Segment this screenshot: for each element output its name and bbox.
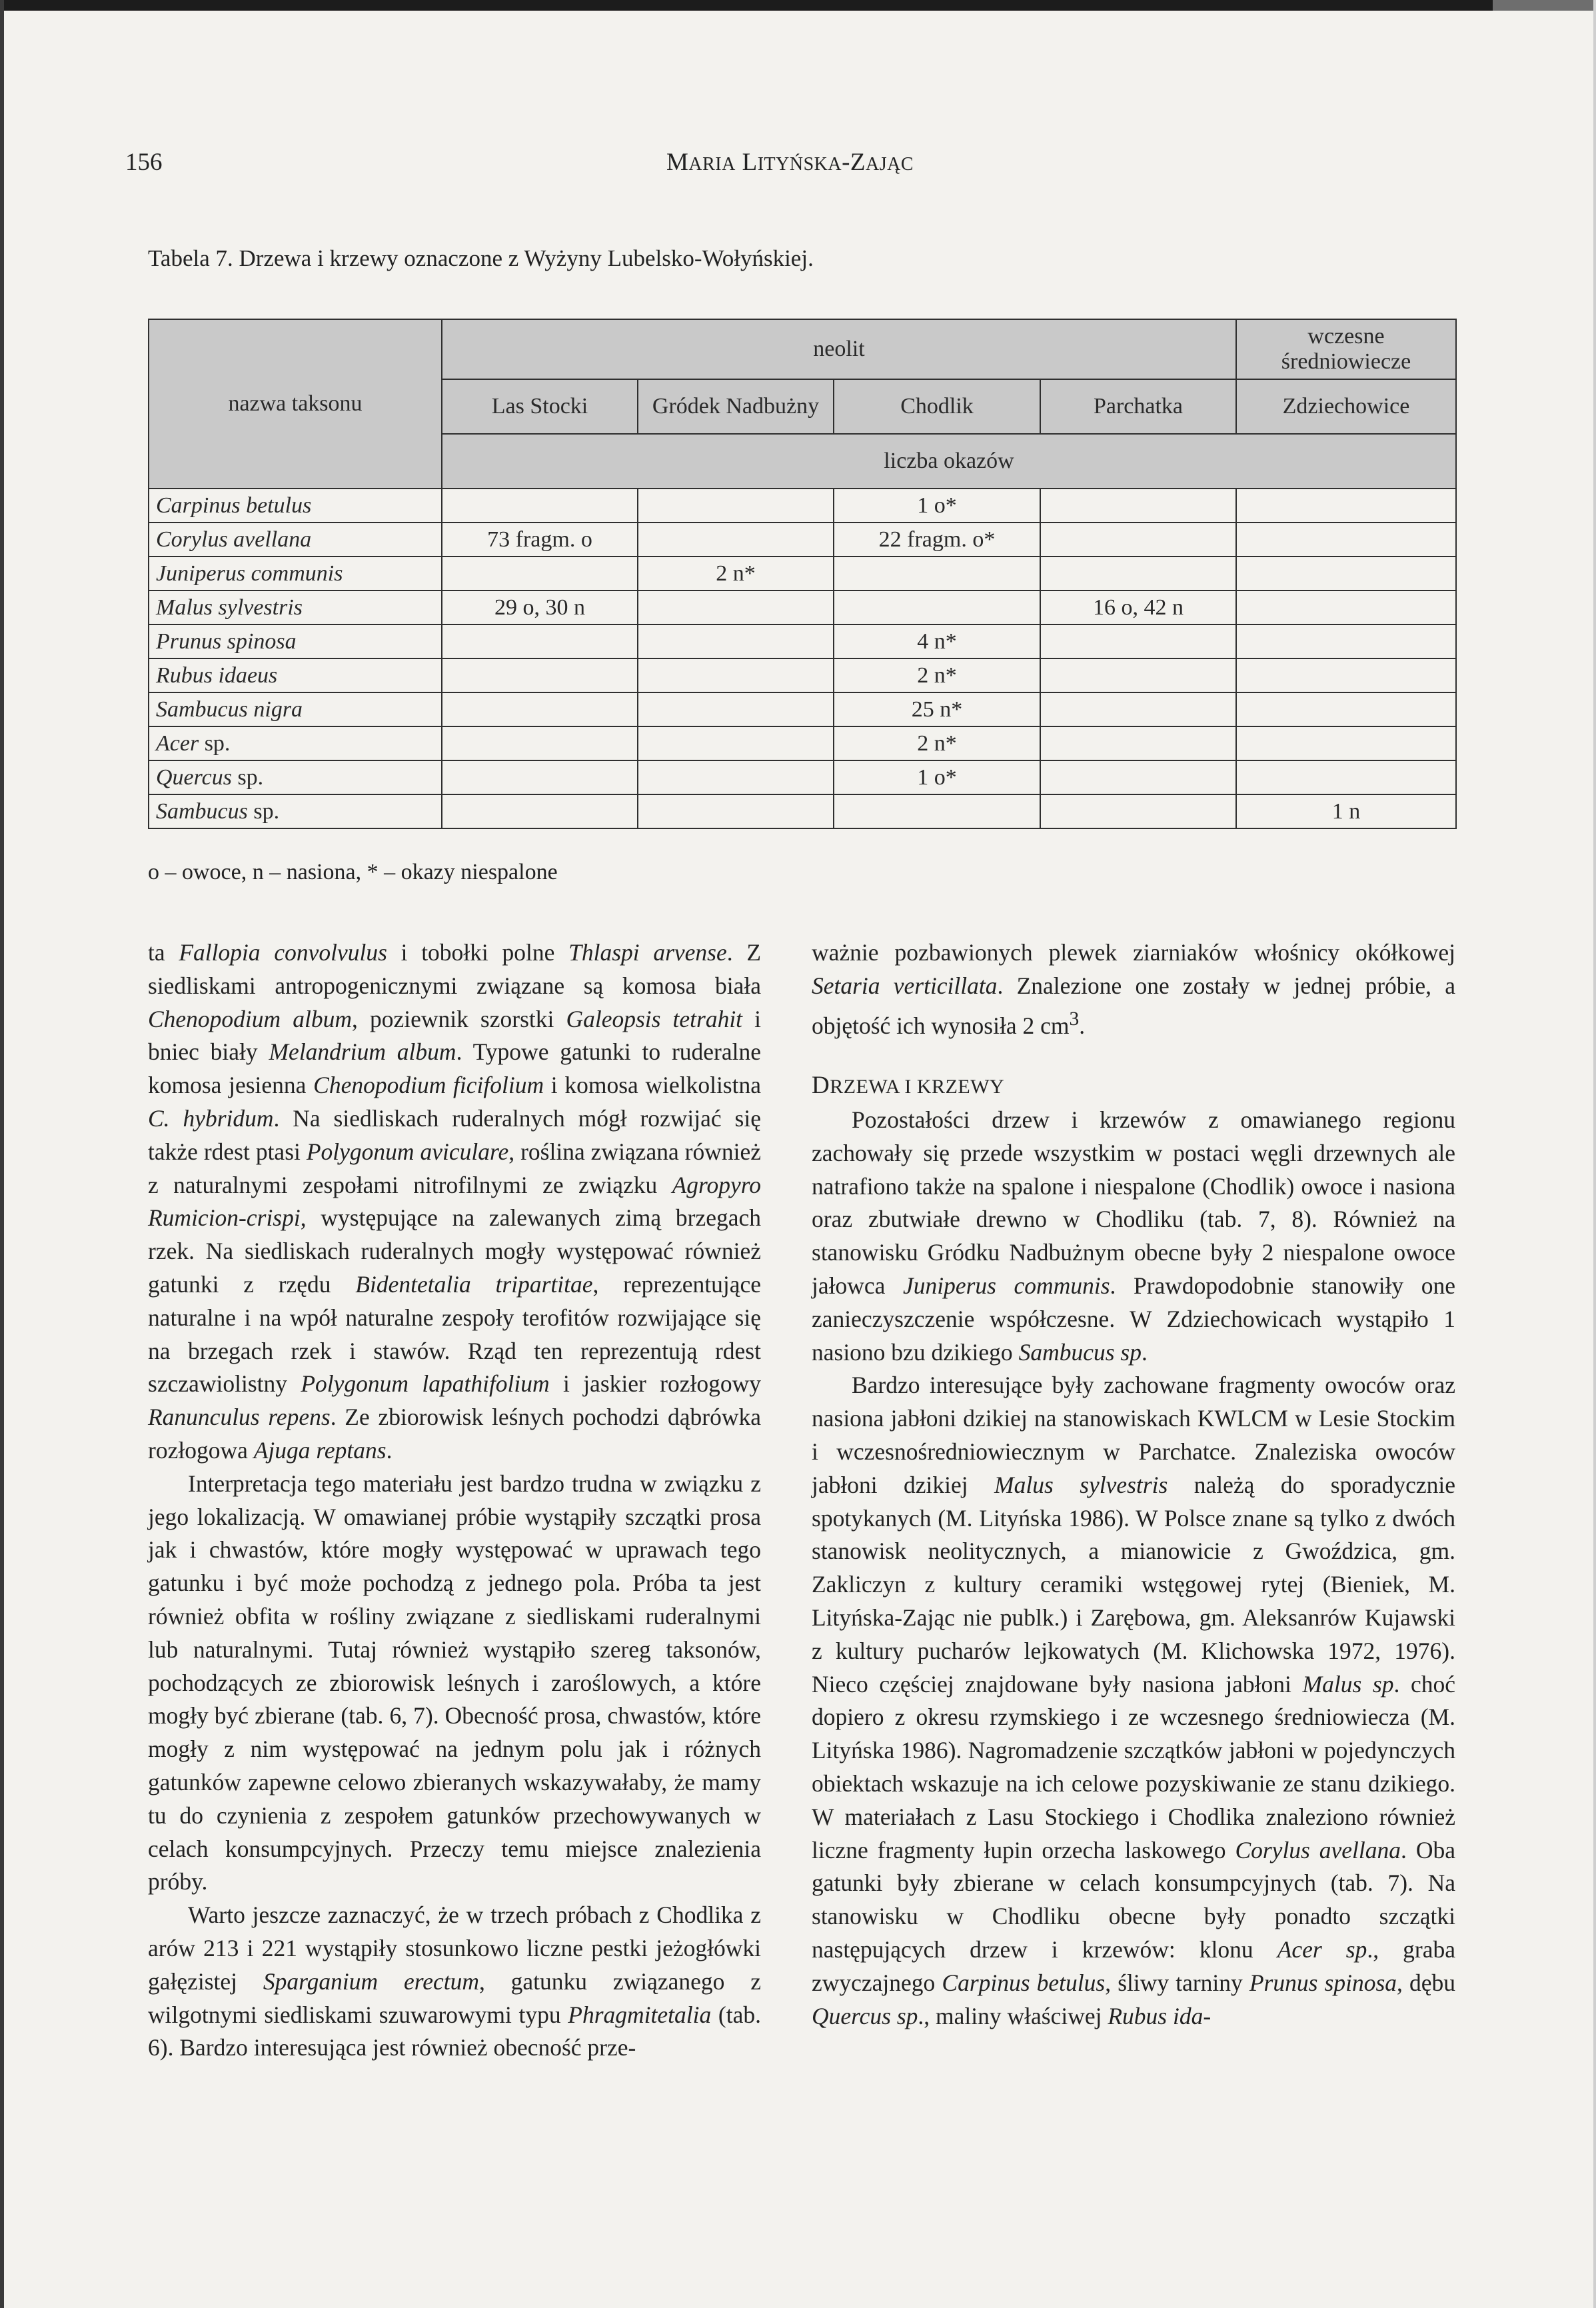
taxon-name: Acer sp.	[149, 726, 442, 760]
left-text-column	[148, 936, 761, 2065]
count-cell	[638, 624, 834, 658]
table-row	[149, 692, 1456, 726]
count-cell	[638, 760, 834, 794]
scan-top-edge	[0, 0, 1596, 11]
count-header: liczba okazów	[442, 434, 1456, 489]
table-row	[149, 726, 1456, 760]
taxon-name: Corylus avellana	[149, 523, 442, 557]
count-cell	[1040, 658, 1236, 692]
count-cell	[638, 726, 834, 760]
count-cell	[442, 658, 638, 692]
count-cell	[834, 590, 1040, 624]
count-cell: 4 n*	[834, 624, 1040, 658]
count-cell	[834, 794, 1040, 828]
table-row	[149, 557, 1456, 590]
count-cell	[638, 658, 834, 692]
table-row	[149, 523, 1456, 557]
paragraph: Bardzo interesujące były zachowane fragmenty owoców oraz nasiona jabłoni dzikiej na stanowiskach KWLCM w Lesie Stockim i wczesnośredniowiecznym w Parchatce. Znaleziska owoców jabłoni dzikiej Malus sylvestris należą do sporadycznie spotykanych (M. Lityńska 1986). W Polsce znane są tylko z dwóch stanowisk neolitycznych, a mianowicie z Gwoździca, gm. Zakliczyn z kultury ceramiki wstęgowej rytej (Bieniek, M. Lityńska-Zając nie publk.) i Zarębowa, gm. Aleksanrów Kujawski z kultury pucharów lejkowatych (M. Klichowska 1972, 1976). Nieco częściej znajdowane były nasiona jabłoni Malus sp. choć dopiero z okresu rzymskiego i ze wczesnego średniowiecza (M. Lityńska 1986). Nagromadzenie szczątków jabłoni w pojedynczych obiektach wskazuje na ich celowe pozyskiwanie ze stanu dzikiego. W materiałach z Lasu Stockiego i Chodlika znaleziono również liczne fragmenty łupin orzecha laskowego Corylus avellana. Oba gatunki były zbierane w celach konsumpcyjnych (tab. 7). Na stanowisku w Chodliku obecne były ponadto szczątki następujących drzew i krzewów: klonu Acer sp., graba zwyczajnego Carpinus betulus, śliwy tarniny Prunus spinosa, dębu Quercus sp., maliny właściwej Rubus ida-	[812, 1372, 1456, 2029]
table-caption: Tabela 7. Drzewa i krzewy oznaczone z Wyżyny Lubelsko-Wołyńskiej.	[148, 245, 814, 271]
taxon-name: Rubus idaeus	[149, 658, 442, 692]
count-cell	[1236, 692, 1456, 726]
count-cell	[442, 760, 638, 794]
count-cell	[1040, 489, 1236, 523]
section-heading: DRZEWA I KRZEWY	[812, 1072, 1005, 1100]
site-header: Chodlik	[834, 379, 1040, 434]
paragraph: Interpretacja tego materiału jest bardzo trudna w związku z jego lokalizacją. W omawianej próbie wystąpiły szczątki prosa jak i chwastów, które mogły występować w uprawach tego gatunku i być może pochodzą z jednego pola. Próba ta jest również obfita w rośliny związane z siedliskami ruderalnymi lub naturalnymi. Tutaj również wystąpiło szereg taksonów, pochodzących ze zbiorowisk leśnych i zaroślowych, a które mogły być zbierane (tab. 6, 7). Obecność prosa, chwastów, które mogły z nim występować na jednym polu jak i różnych gatunków zapewne celowo zbieranych wskazywałaby, że mamy tu do czynienia z zespołem gatunków przechowywanych w celach konsumpcyjnych. Przeczy temu miejsce znalezienia próby.	[148, 1470, 761, 1895]
count-cell	[442, 557, 638, 590]
count-cell	[638, 523, 834, 557]
table-row	[149, 489, 1456, 523]
count-cell	[1040, 557, 1236, 590]
count-cell	[1236, 557, 1456, 590]
count-cell: 73 fragm. o	[442, 523, 638, 557]
count-cell	[1236, 624, 1456, 658]
count-cell: 2 n*	[834, 658, 1040, 692]
count-cell	[834, 557, 1040, 590]
site-header: Las Stocki	[442, 379, 638, 434]
paragraph: ta Fallopia convolvulus i tobołki polne Thlaspi arvense. Z siedliskami antropogenicznymi związane są komosa biała Chenopodium album, poziewnik szorstki Galeopsis tetrahit i bniec biały Melandrium album. Typowe gatunki to ruderalne komosa jesienna Chenopodium ficifolium i komosa wielkolistna C. hybridum. Na siedliskach ruderalnych mógł rozwijać się także rdest ptasi Polygonum aviculare, roślina związana również z naturalnymi zespołami nitrofilnymi ze związku Agropyro Rumicion-crispi, występujące na zalewanych zimą brzegach rzek. Na siedliskach ruderalnych mogły występować również gatunki z rzędu Bidentetalia tripartitae, reprezentujące naturalne i na wpół naturalne zespoły terofitów rozwijające się na brzegach rzek i stawów. Rząd ten reprezentują rdest szczawiolistny Polygonum lapathifolium i jaskier rozłogowy Ranunculus repens. Ze zbiorowisk leśnych pochodzi dąbrówka rozłogowa Ajuga reptans.	[148, 939, 762, 1464]
taxon-name: Malus sylvestris	[149, 590, 442, 624]
count-cell	[1236, 590, 1456, 624]
taxon-name: Prunus spinosa	[149, 624, 442, 658]
running-head-author: MARIA LITYŃSKA-ZAJĄC	[666, 149, 914, 176]
table-row	[149, 658, 1456, 692]
count-cell	[1236, 760, 1456, 794]
taxon-name-header: nazwa taksonu	[149, 319, 442, 489]
count-cell	[442, 726, 638, 760]
right-text-column	[812, 936, 1455, 2033]
count-cell: 22 fragm. o*	[834, 523, 1040, 557]
table-row	[149, 760, 1456, 794]
count-cell: 29 o, 30 n	[442, 590, 638, 624]
count-cell	[638, 489, 834, 523]
header-neolit: neolit	[442, 319, 1236, 379]
site-header: Parchatka	[1040, 379, 1236, 434]
taxon-name: Juniperus communis	[149, 557, 442, 590]
header-early-medieval: wczesne średniowiecze	[1236, 319, 1456, 379]
table-row	[149, 590, 1456, 624]
count-cell	[1040, 624, 1236, 658]
site-header: Zdziechowice	[1236, 379, 1456, 434]
site-header: Gródek Nadbużny	[638, 379, 834, 434]
count-cell	[442, 624, 638, 658]
count-cell	[638, 692, 834, 726]
count-cell: 16 o, 42 n	[1040, 590, 1236, 624]
count-cell	[1236, 658, 1456, 692]
count-cell	[1236, 523, 1456, 557]
count-cell	[1040, 692, 1236, 726]
count-cell: 2 n*	[834, 726, 1040, 760]
count-cell: 2 n*	[638, 557, 834, 590]
scan-left-edge	[0, 0, 4, 2308]
count-cell	[1236, 726, 1456, 760]
table-row	[149, 794, 1456, 828]
count-cell: 25 n*	[834, 692, 1040, 726]
count-cell	[442, 692, 638, 726]
count-cell: 1 n	[1236, 794, 1456, 828]
page-number: 156	[125, 149, 163, 176]
count-cell	[1040, 794, 1236, 828]
count-cell	[442, 489, 638, 523]
count-cell	[638, 794, 834, 828]
taxa-table	[148, 319, 1457, 829]
count-cell	[442, 794, 638, 828]
table-body	[149, 489, 1456, 828]
count-cell: 1 o*	[834, 760, 1040, 794]
count-cell	[1236, 489, 1456, 523]
count-cell	[1040, 523, 1236, 557]
taxon-name: Quercus sp.	[149, 760, 442, 794]
table-header-row-period	[149, 319, 1456, 379]
count-cell	[1040, 760, 1236, 794]
taxon-name: Carpinus betulus	[149, 489, 442, 523]
taxon-name: Sambucus sp.	[149, 794, 442, 828]
taxon-name: Sambucus nigra	[149, 692, 442, 726]
paragraph: ważnie pozbawionych plewek ziarniaków włośnicy okółkowej Setaria verticillata. Znalezione one zostały w jednej próbie, a objętość ich wynosiła 2 $cm^3$.	[812, 939, 1455, 1039]
count-cell	[638, 590, 834, 624]
table-legend: o – owoce, n – nasiona, * – okazy niespalone	[148, 860, 558, 884]
count-cell: 1 o*	[834, 489, 1040, 523]
scan-top-edge-highlight	[1493, 0, 1596, 11]
paragraph: Warto jeszcze zaznaczyć, że w trzech próbach z Chodlika z arów 213 i 221 wystąpiły stosunkowo liczne pestki jeżogłówki gałęzistej Sparganium erectum, gatunku związanego z wilgotnymi siedliskami szuwarowymi typu Phragmitetalia (tab. 6). Bardzo interesująca jest również obecność prze-	[148, 1901, 761, 2061]
paragraph: Pozostałości drzew i krzewów z omawianego regionu zachowały się przede wszystkim w postaci węgli drzewnych ale natrafiono także na spalone i niespalone (Chodlik) owoce i nasiona oraz zbutwiałe drewno w Chodliku (tab. 7, 8). Również na stanowisku Gródku Nadbużnym obecne były 2 niespalone owoce jałowca Juniperus communis. Prawdopodobnie stanowiły one zanieczyszczenie współczesne. W Zdziechowicach wystąpiło 1 nasiono bzu dzikiego Sambucus sp.	[812, 1106, 1455, 1366]
scan-right-edge	[1593, 0, 1596, 2308]
table-row	[149, 624, 1456, 658]
count-cell	[1040, 726, 1236, 760]
